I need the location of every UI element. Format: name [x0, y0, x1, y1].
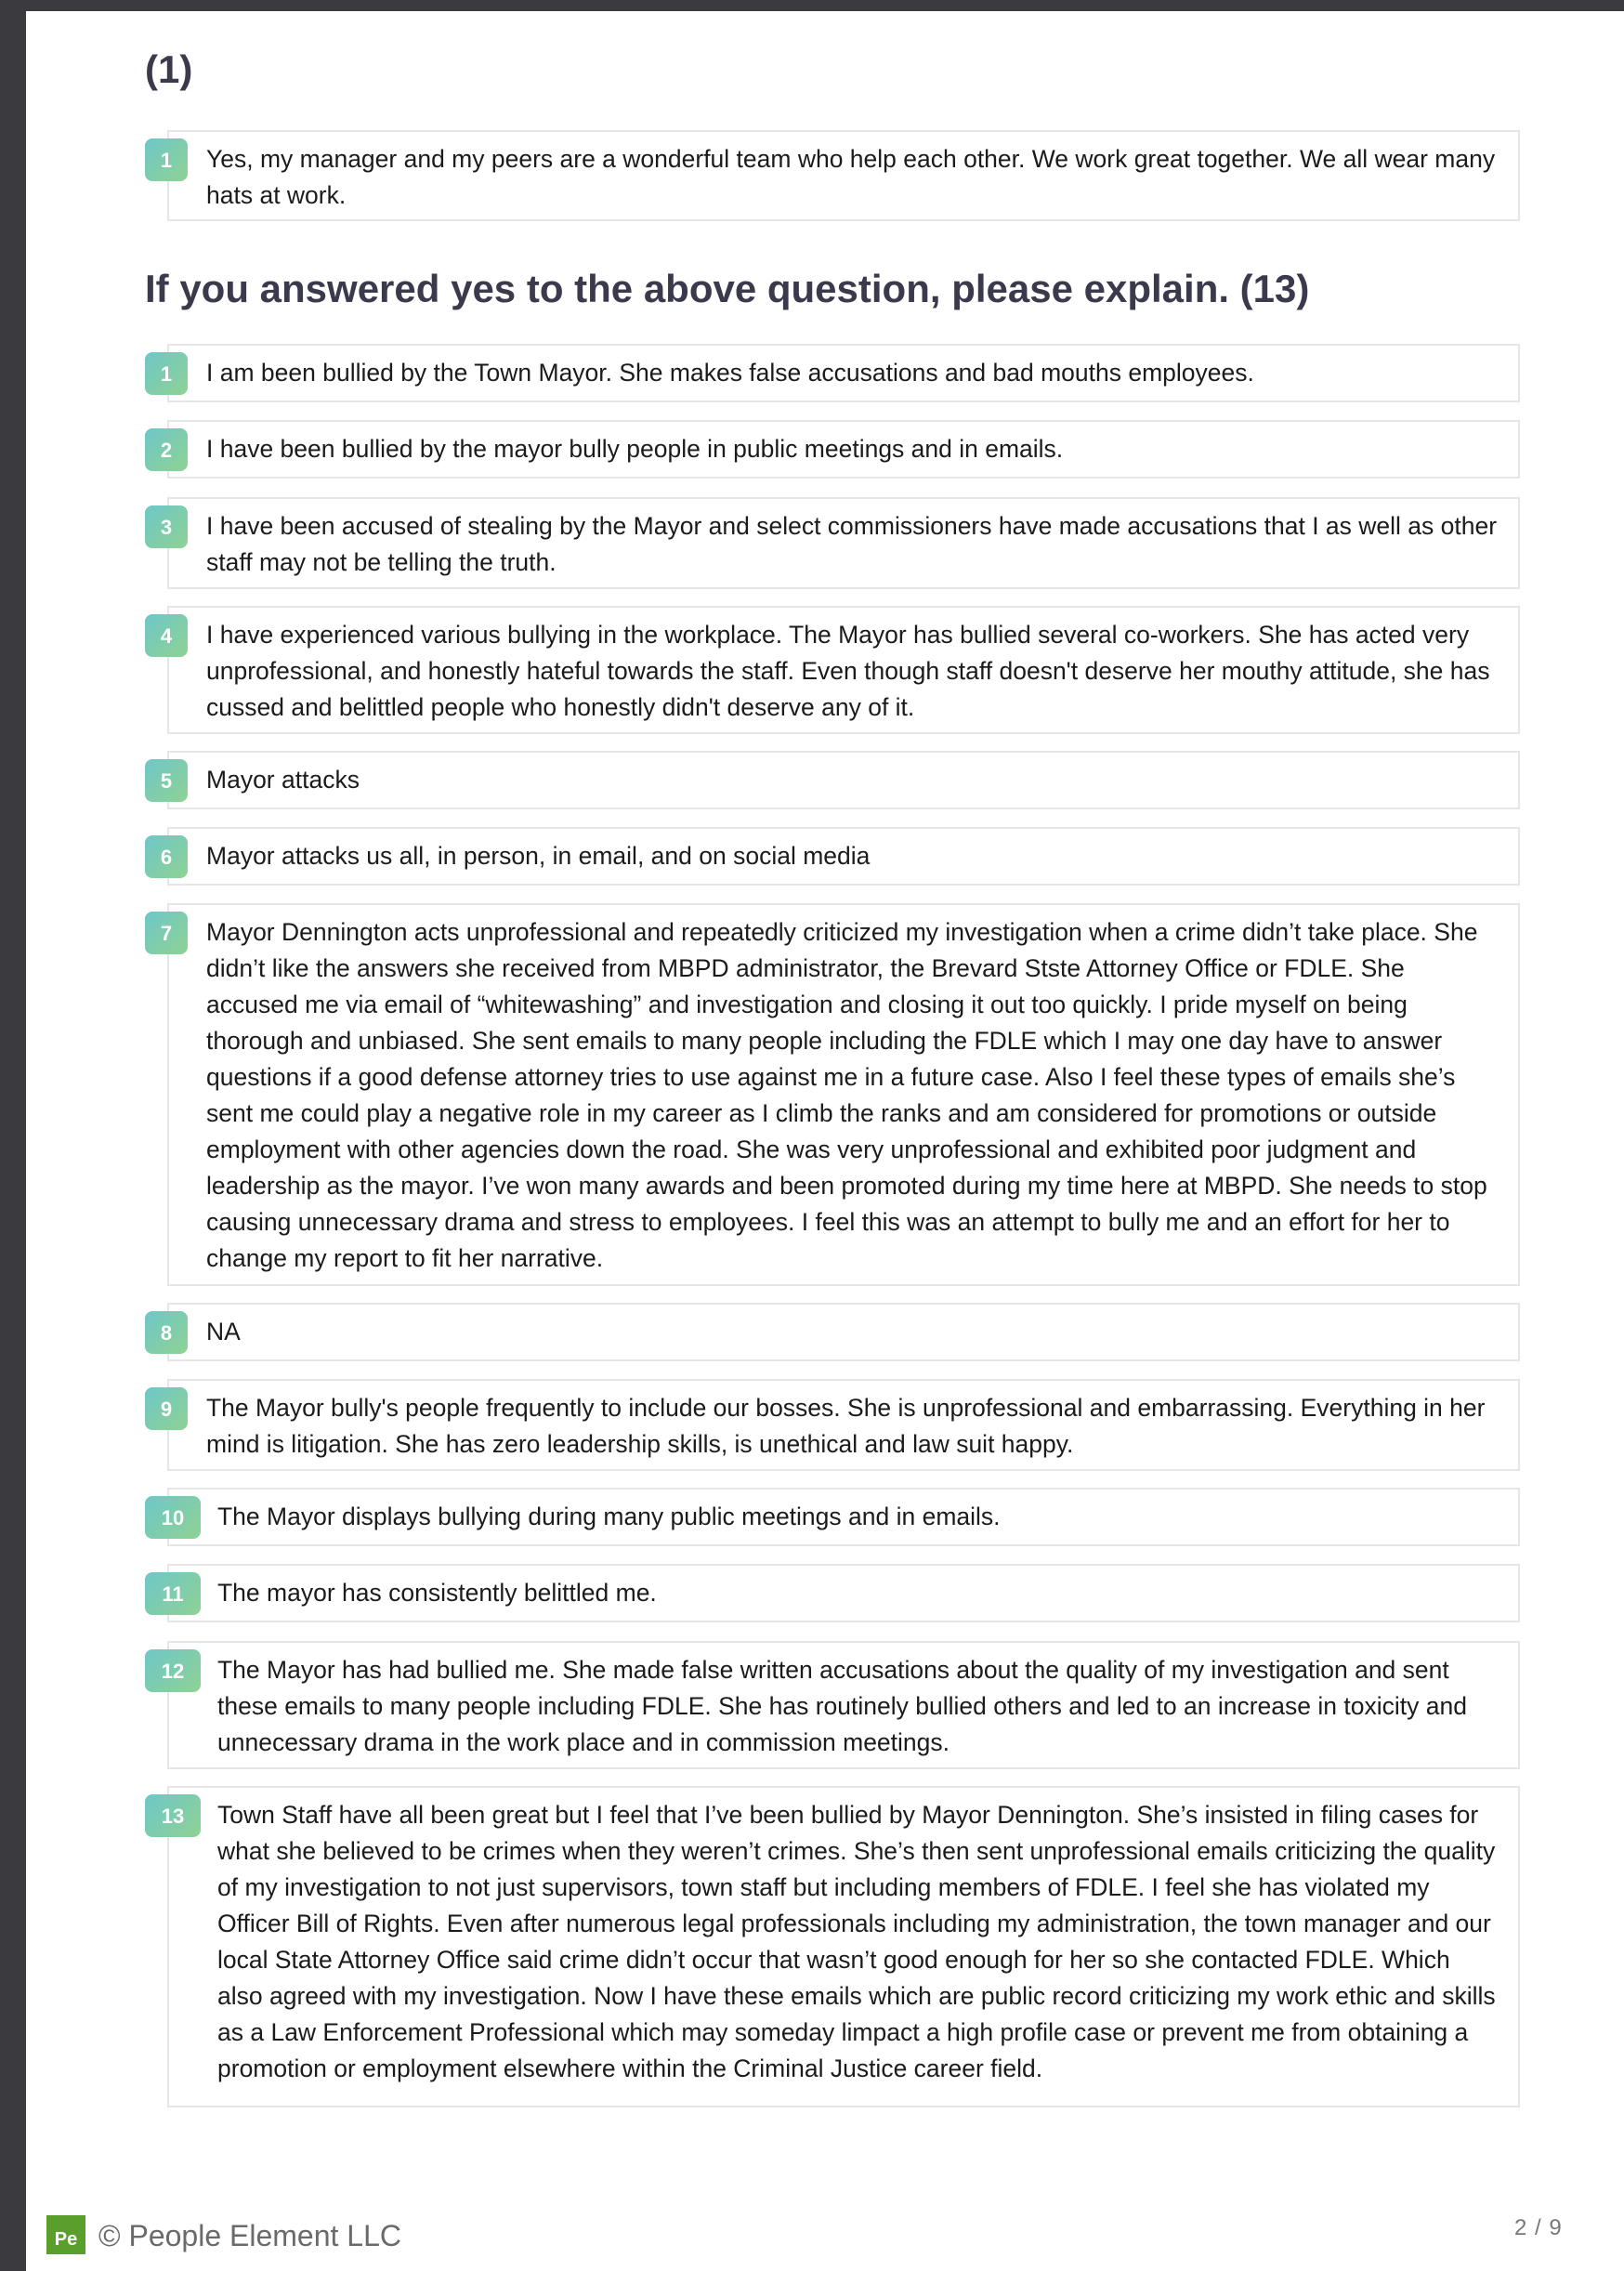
page-indicator: 2 / 9: [1514, 2215, 1563, 2240]
response-number-badge: 2: [145, 428, 188, 471]
response-number-badge: 3: [145, 505, 188, 548]
response-number-badge: 9: [145, 1387, 188, 1430]
response-item: [160, 1379, 1520, 1471]
response-number-badge: 10: [145, 1496, 201, 1539]
response-text: The Mayor displays bullying during many public meetings and in emails.: [217, 1503, 1001, 1530]
response-item: [162, 1564, 1520, 1622]
response-number-badge: 6: [145, 835, 188, 878]
response-number-badge: 5: [145, 759, 188, 802]
section-title: If you answered yes to the above question, please explain. (13): [145, 267, 1310, 310]
people-element-logo: Pe: [46, 2215, 85, 2254]
footer-copyright: © People Element LLC: [98, 2219, 401, 2252]
response-item: [160, 751, 1520, 809]
response-item: [161, 1786, 1520, 2107]
response-item: [160, 130, 1520, 221]
response-text: Mayor attacks us all, in person, in email, and on social media: [206, 842, 871, 870]
response-number-badge: 7: [145, 912, 188, 954]
response-number-badge: 8: [145, 1311, 188, 1354]
response-number-badge: 13: [145, 1794, 201, 1837]
response-number-badge: 11: [145, 1572, 201, 1615]
response-number-badge: 12: [145, 1649, 201, 1692]
response-item: [160, 420, 1520, 479]
response-text: The Mayor has had bullied me. She made false written accusations about the quality of my investigation and sent these emails to many people including FDLE. She has routinely bullied others and led to an increase in toxicity and unnecessary drama in the work place and in commission meetings.: [217, 1656, 1467, 1756]
response-number-badge: 1: [145, 138, 188, 181]
previous-section-title: (1): [145, 47, 193, 91]
response-text: Yes, my manager and my peers are a wonderful team who help each other. We work great together. We all wear many hats at work.: [206, 145, 1496, 209]
response-item: [161, 1488, 1520, 1546]
response-text: The mayor has consistently belittled me.: [217, 1579, 657, 1607]
response-number-badge: 1: [145, 352, 188, 395]
response-text: I have been accused of stealing by the Mayor and select commissioners have made accusations that I as well as other staff may not be telling the truth.: [206, 512, 1498, 576]
response-text: NA: [206, 1318, 241, 1346]
response-item: [160, 827, 1520, 886]
response-text: Town Staff have all been great but I feel that I’ve been bullied by Mayor Dennington. She’s insisted in filing cases for what she believed to be crimes when they weren’t crimes. She’s then sent unprofessional emails criticizing the quality of my investigation to not just supervisors, town staff but including members of FDLE. I feel she has violated my Officer Bill of Rights. Even after numerous legal professionals including my administration, the town manager and our local State Attorney Office said crime didn’t occur that wasn’t good enough for her so she contacted FDLE. Which also agreed with my investigation. Now I have these emails which are public record criticizing my work ethic and skills as a Law Enforcement Professional which may someday limpact a high profile case or prevent me from obtaining a promotion or employment elsewhere within the Criminal Justice career field.: [217, 1801, 1496, 2082]
response-text: Mayor attacks: [206, 766, 360, 794]
response-item: [160, 344, 1520, 402]
document-page: [26, 11, 1624, 2271]
response-text: I have experienced various bullying in the workplace. The Mayor has bullied several co-workers. She has acted very unprofessional, and honestly hateful towards the staff. Even though staff doesn't deserve her mouthy attitude, she has cussed and belittled people who honestly didn't deserve any of it.: [206, 621, 1490, 721]
response-item: [160, 497, 1520, 589]
response-text: I am been bullied by the Town Mayor. She makes false accusations and bad mouths employees.: [206, 359, 1254, 387]
response-item: [160, 606, 1520, 734]
response-text: I have been bullied by the mayor bully people in public meetings and in emails.: [206, 435, 1064, 463]
response-item: [161, 1641, 1520, 1769]
response-text: The Mayor bully's people frequently to include our bosses. She is unprofessional and embarrassing. Everything in her mind is litigation. She has zero leadership skills, is unethical and law suit happy.: [206, 1394, 1486, 1458]
response-number-badge: 4: [145, 614, 188, 657]
response-item: [160, 1303, 1520, 1361]
response-text: Mayor Dennington acts unprofessional and repeatedly criticized my investigation when a crime didn’t take place. She didn’t like the answers she received from MBPD administrator, the Brevard Stste Attorney Office or FDLE. She accused me via email of “whitewashing” and investigation and closing it out too quickly. I pride myself on being thorough and unbiased. She sent emails to many people including the FDLE which I may one day have to answer questions if a good defense attorney tries to use against me in a future case. Also I feel these types of emails she’s sent me could play a negative role in my career as I climb the ranks and am considered for promotions or outside employment with other agencies down the road. She was very unprofessional and exhibited poor judgment and leadership as the mayor. I’ve won many awards and been promoted during my time here at MBPD. She needs to stop causing unnecessary drama and stress to employees. I feel this was an attempt to bully me and an effort for her to change my report to fit her narrative.: [206, 918, 1487, 1272]
response-item: [160, 903, 1520, 1286]
